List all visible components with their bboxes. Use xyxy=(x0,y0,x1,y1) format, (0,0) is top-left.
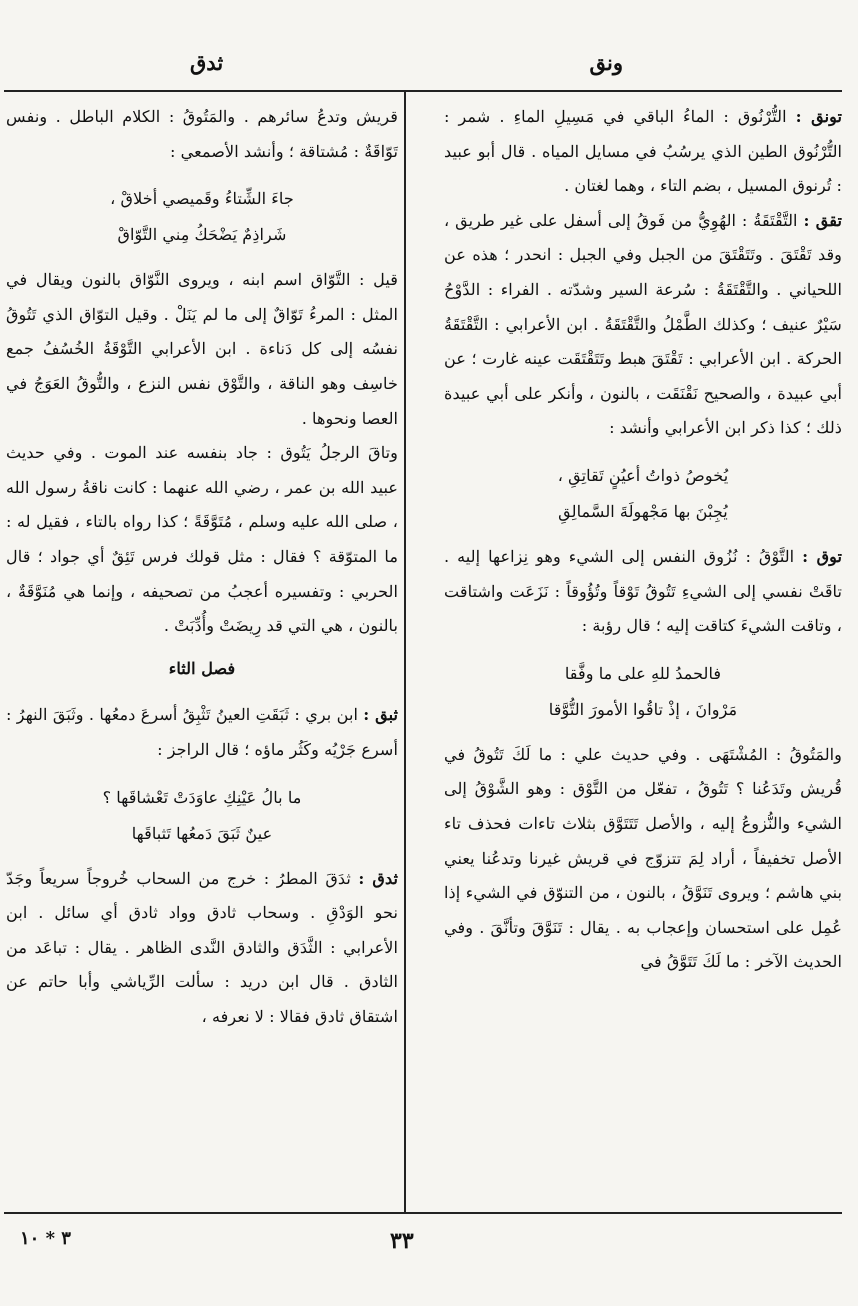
entry-text: ثدَقَ المطرُ : خرج من السحاب خُروجاً سريعاً وجَدّ نحو الوَدْقِ . وسحاب ثادق وواد ثادق أي سائل . ابن الأعرابي : الثَّدَق والثادق النَّدى الظاهر . يقال : تباعَد من الثادق . قال ابن دريد : سألت الرِّياشي وأبا حاتم عن اشتقاق ثادق فقالا : لا نعرفه ، xyxy=(6,868,398,1026)
entry-text-block: وتاقَ الرجلُ يَتُوق : جاد بنفسه عند الموت . وفي حديث عبيد الله بن عمر ، رضي الله عنهما : كانت ناقةُ رسول الله ، صلى الله عليه وسلم ، مُتَوَّقَةً ؛ كذا رواه بالتاء ، فقيل له : ما المتوّقة ؟ فقال : مثل قولك فرس تَئِقٌ أي جواد ؛ قال الحربي : وتفسيره أعجبُ من تصحيفه ، وإنما هي مُنَوَّقَةٌ ، بالنون ، هي التي قد رِيضَتْ وأُدِّبَتْ . xyxy=(6,443,398,636)
entry-text: التَّقْتَقَةُ : الهُوِيُّ من فَوقُ إلى أسفل على غير طريق ، وقد تَقْتَقَ . وتَتَقْتَقَ من الجبل وفي الجبل : انحدر ؛ هذه عن اللحياني . والتَّقْتَقَةُ : سُرعة السير وشدّته . الفراء : الدَّوْحُ سَيْرٌ عنيف ؛ وكذلك الطَّمْلُ والتَّقْتَقَةُ . ابن الأعرابي : التَّقْتَقَةُ الحركة . ابن الأعرابي : تَقْتَقَ هبط وتَتَقْتَقَت عينه غارت ؛ عن أبي عبيدة ، والصحيح نَقْنَقَت ، بالنون ، وأنكر على أبي عبيدة ذلك ؛ كذا ذكر ابن الأعرابي وأنشد : xyxy=(444,210,842,438)
entry-tunq xyxy=(444,100,842,204)
entry-thabq xyxy=(6,698,398,767)
entry-tawq xyxy=(444,540,842,644)
top-rule xyxy=(4,90,842,92)
right-column xyxy=(444,100,842,980)
left-column xyxy=(6,100,398,1034)
verse-block xyxy=(444,458,842,530)
running-header-left: ثدق xyxy=(190,50,224,75)
verse-line: ما بالُ عَيْنِكِ عاوَدَتْ تَعْشاقَها ؟ xyxy=(102,787,302,807)
headword: تونق : xyxy=(795,107,843,126)
section-title: فصل الثاء xyxy=(168,658,236,678)
entry-taqq xyxy=(444,204,842,446)
bottom-rule xyxy=(4,1212,842,1214)
verse-line: عينٌ ثَبَقَ دَمعُها تَثباقَها xyxy=(131,823,273,843)
entry-text: التُّرْنُوق : الماءُ الباقي في مَسِيلِ الماءِ . شمر : التُّرْنُوق الطين الذي يرسُبُ في مسايل المياه . قال أبو عبيد : تُرنوق المسيل ، بضم التاء ، وهما لغتان . xyxy=(444,107,842,196)
entry-text: ابن بري : ثَبَقَتِ العينُ تَثْبِقُ أسرعَ دمعُها . وثَبَقَ النهرُ : أسرع جَرْيُه وكَثُر ماؤه ؛ قال الراجز : xyxy=(6,705,398,759)
entry-text-block: والمَتُوقُ : المُشْتَهَى . وفي حديث علي : ما لَكَ تَتُوقُ في قُريش وتَدَعُنا ؟ تَتُوقُ ، تفعّل من التَّوْق : وهو الشَّوْقُ إلى الشيء والنُّزوعُ إليه ، والأصل تَتَتَوَّق بثلاث تاءات فحذف تاء الأصل تخفيفاً ، أراد لِمَ تتزوّج في قريش غيرنا وتدعُنا يعني بني هاشم ؛ ويروى تَنَوَّقُ ، بالنون ، من التنوّق في الشيء إذا عُمِل على استحسان وإعجاب به . يقال : تَنَوَّقَ وتأنَّقَ . وفي الحديث الآخر : ما لَكَ تَتَوَّقُ في xyxy=(444,744,842,972)
entry-thadq xyxy=(6,862,398,1035)
verse-line: يُجِبْنَ بها مَجْهولَةَ السَّمالِقِ xyxy=(558,501,728,521)
column-divider xyxy=(404,92,406,1212)
running-header-right: ونق xyxy=(589,50,623,75)
verse-line: شَراذِمٌ يَضْحَكُ مِني التَّوّاقْ xyxy=(117,225,287,245)
headword: توق : xyxy=(802,546,842,566)
entry-text-block: قيل : التَّوّاق اسم ابنه ، ويروى النَّوّاق بالنون ويقال في المثل : المرءُ تَوّاقٌ إلى ما لم يَنَلْ . وقيل التوّاق الذي تَتُوقُ نفسُه إلى كل دَناءة . ابن الأعرابي التَّوْقَةُ الخُسُفُ جمع خاسِف وهو الناقة ، والتَّوْق نفس النزع ، والتُّوقُ العَوَجُ في العصا ونحوها . xyxy=(6,270,398,428)
verse-line: يُخوصُ ذواتُ أعيُنٍ تَقاتِقِ ، xyxy=(557,465,729,485)
verse-block xyxy=(6,780,398,852)
verse-line: فالحمدُ للهِ على ما وفَّقا xyxy=(564,663,722,683)
printer-signature: ٣ * ١٠ xyxy=(20,1228,71,1249)
headword: ثدق : xyxy=(358,868,398,888)
headword: ثبق : xyxy=(363,705,398,725)
entry-text: التَّوْقُ : نُزُوق النفس إلى الشيء وهو نِزاعها إليه . تاقَتْ نفسي إلى الشيءِ تَتُوقُ تَوْقاً وتُؤُوقاً : نَزَعَت واشتاقت ، وتاقت الشيءَ كتاقت إليه ؛ قال رؤبة : xyxy=(444,546,842,636)
page-number: ٣٣ xyxy=(390,1228,414,1254)
headword: تقق : xyxy=(803,210,842,230)
verse-block xyxy=(444,656,842,728)
entry-text-block: قريش وتدعُ سائرهم . والمَتُوقُ : الكلام الباطل . ونفس تَوّاقَةٌ : مُشتاقة ؛ وأنشد الأصمعي : xyxy=(6,107,398,161)
verse-line: مَرْوانَ ، إذْ تاقُوا الأمورَ التُّوَّقا xyxy=(548,699,738,719)
verse-line: جاءَ الشِّتاءُ وقَميصي أخلاقْ ، xyxy=(110,189,294,209)
verse-block xyxy=(6,181,398,253)
